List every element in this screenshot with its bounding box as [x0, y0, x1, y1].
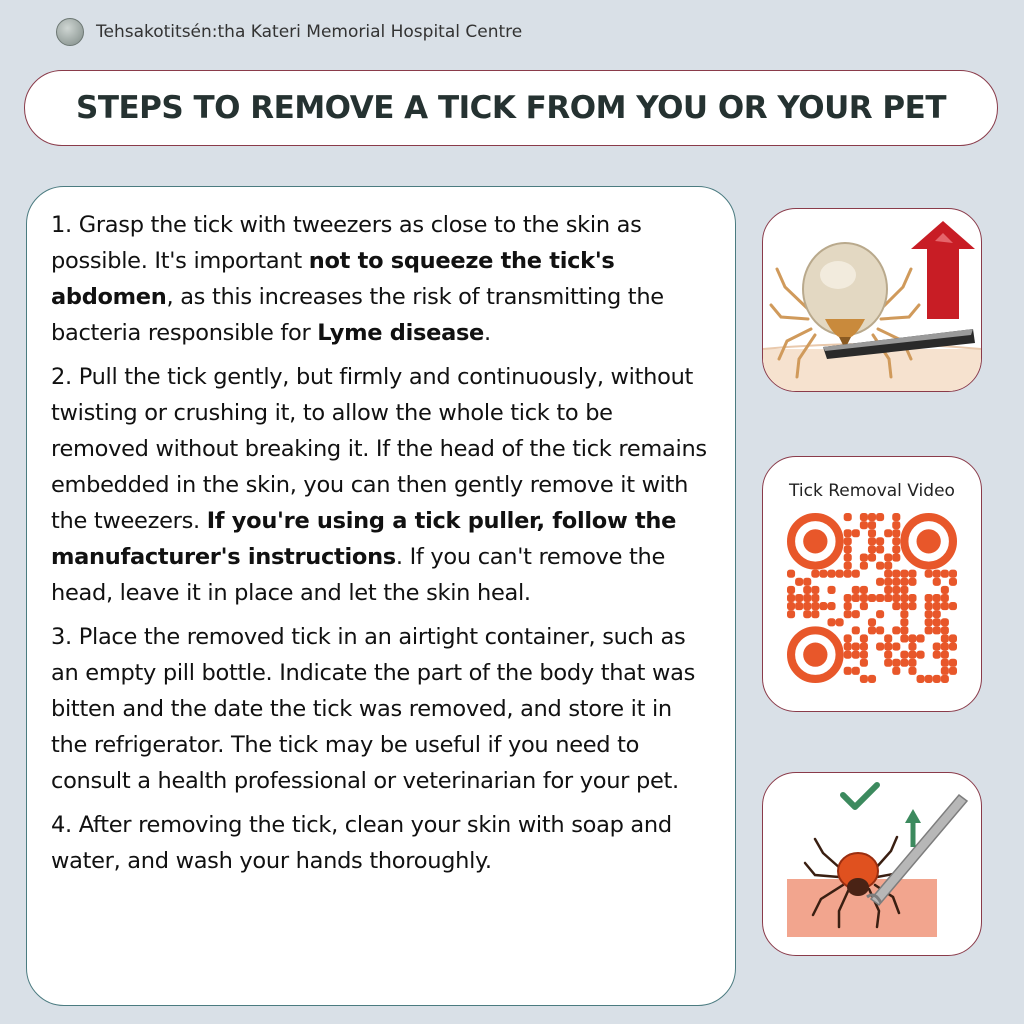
step-text: 4. After removing the tick, clean your skin with soap and water, and wash your hands thoroughly.: [51, 812, 672, 874]
step-text: . If you can't remove the head, leave it in place and let the skin heal.: [51, 544, 665, 606]
tick-remover-illustration: [763, 773, 981, 955]
hospital-logo-icon: [56, 18, 84, 46]
qr-card[interactable]: [762, 456, 982, 712]
step-text: 2. Pull the tick gently, but firmly and continuously, without twisting or crushing it, to allow the whole tick to be removed without breaking it. If the head of the tick remains embedded in the skin, you can then gently remove it with the tweezers.: [51, 364, 707, 534]
step-2: [51, 359, 711, 611]
step-text: , as this increases the risk of transmitting the bacteria responsible for: [51, 284, 664, 346]
step-emphasis: not to squeeze the tick's abdomen: [51, 248, 615, 310]
header: [56, 18, 522, 46]
step-4: [51, 807, 711, 879]
step-text: 3. Place the removed tick in an airtight container, such as an empty pill bottle. Indicate the part of the body that was bitten and the date the tick was removed, and store it in the refrigerator. The tick may be useful if you need to consult a health professional or veterinarian for your pet.: [51, 624, 696, 794]
qr-label: Tick Removal Video: [789, 481, 955, 501]
tick-tweezers-illustration: [763, 209, 981, 391]
steps-panel: [26, 186, 736, 1006]
step-text: .: [484, 320, 491, 346]
step-1: [51, 207, 711, 351]
qr-code-icon[interactable]: [787, 513, 957, 683]
organization-name: Tehsakotitsén:tha Kateri Memorial Hospital Centre: [96, 22, 523, 42]
step-3: [51, 619, 711, 799]
tick-remover-card: [762, 772, 982, 956]
page-title: STEPS TO REMOVE A TICK FROM YOU OR YOUR PET: [76, 90, 946, 126]
title-banner: [24, 70, 998, 146]
check-icon: [843, 785, 877, 807]
step-emphasis: Lyme disease: [317, 320, 485, 346]
tick-tweezers-card: [762, 208, 982, 392]
step-emphasis: If you're using a tick puller, follow the manufacturer's instructions: [51, 508, 677, 570]
step-text: 1. Grasp the tick with tweezers as close to the skin as possible. It's important: [51, 212, 642, 274]
